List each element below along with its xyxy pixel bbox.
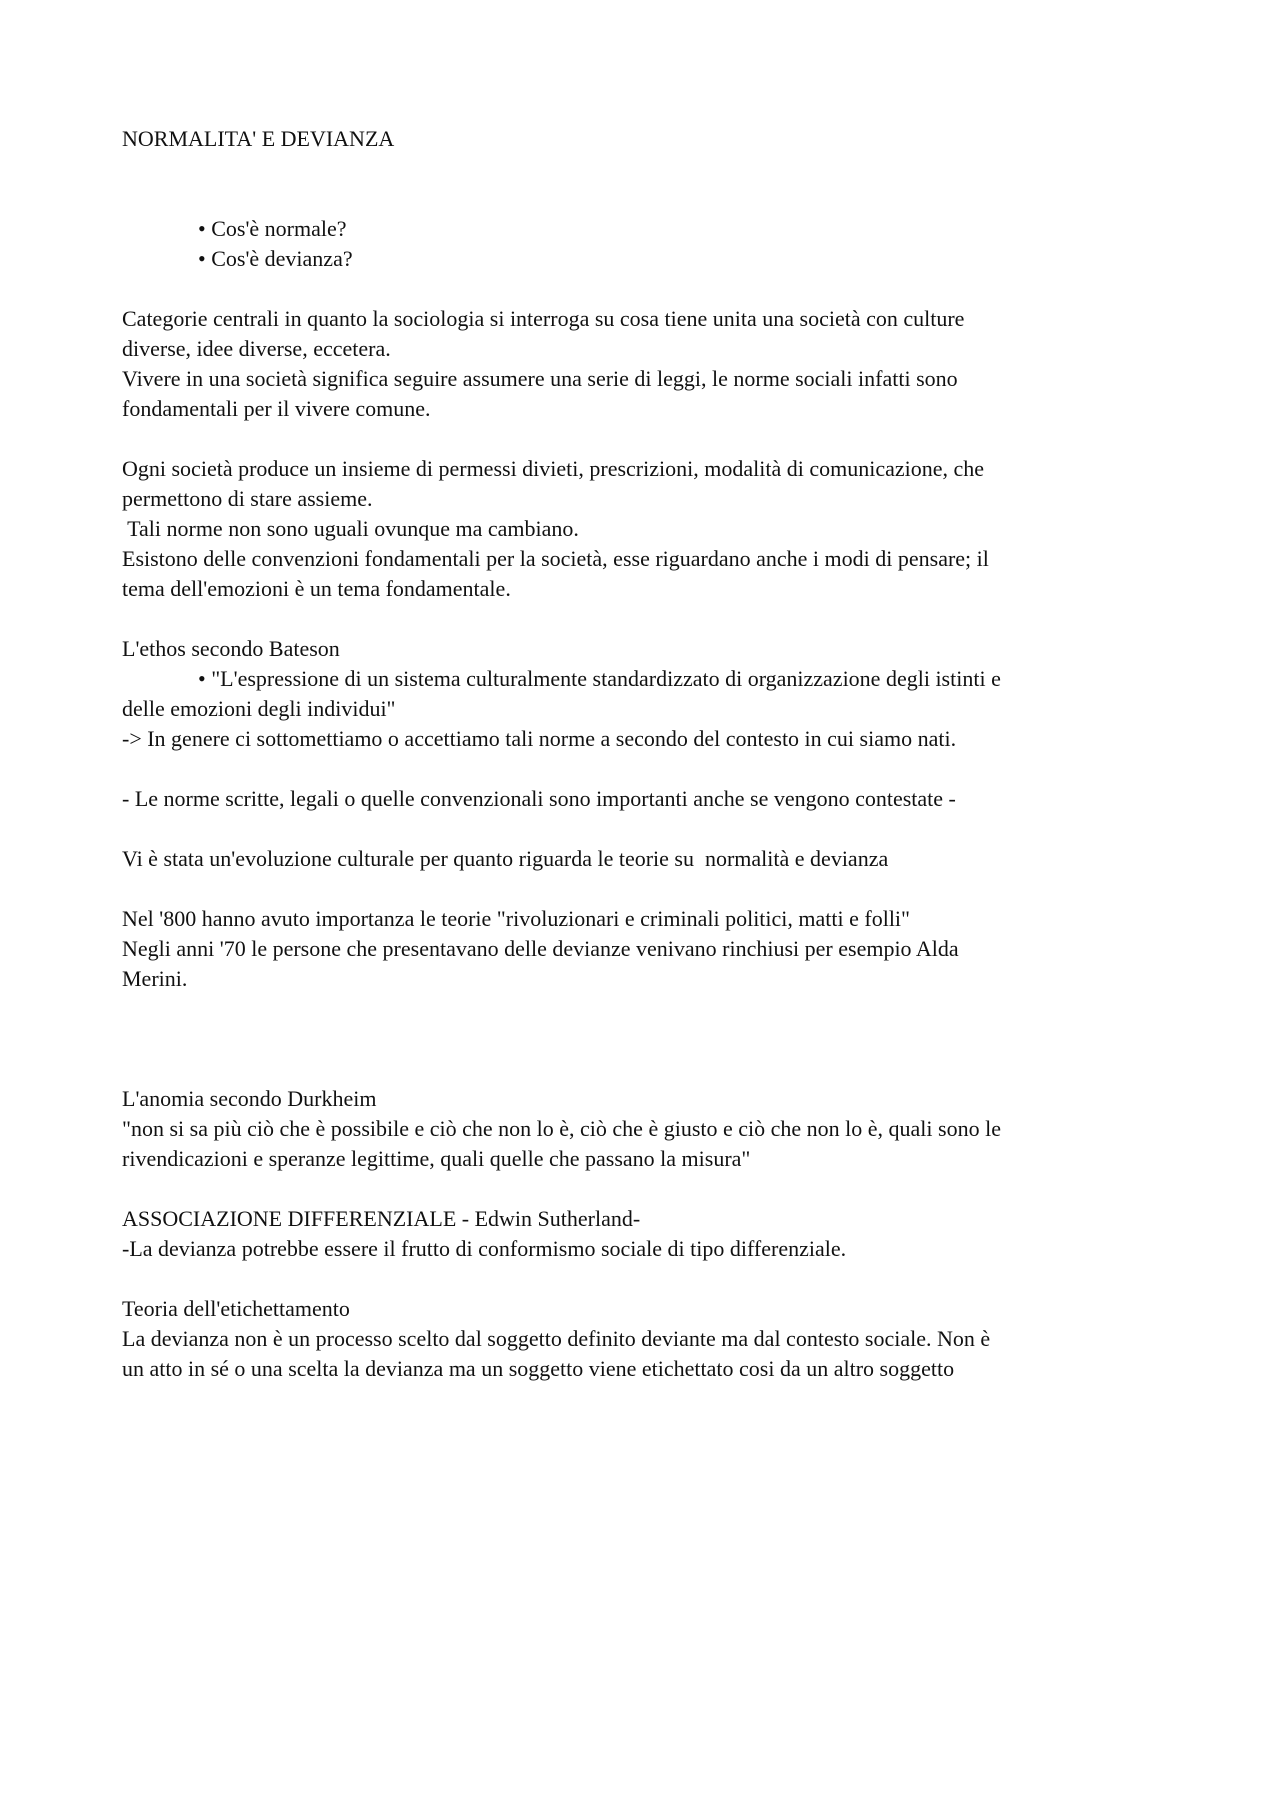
spacer	[122, 874, 1172, 904]
etichettamento-line: La devianza non è un processo scelto dal soggetto definito deviante ma dal contesto sociale. Non è	[122, 1326, 991, 1351]
ethos-note: -> In genere ci sottomettiamo o accettiamo tali norme a secondo del contesto in cui siamo nati.	[122, 726, 957, 751]
paragraph-line: Categorie centrali in quanto la sociologia si interroga su cosa tiene unita una società con culture	[122, 306, 965, 331]
paragraph-line: tema dell'emozioni è un tema fondamentale.	[122, 576, 511, 601]
paragraph-line: Esistono delle convenzioni fondamentali per la società, esse riguardano anche i modi di pensare; il	[122, 546, 989, 571]
document-body	[122, 124, 1172, 1384]
paragraph-line: Ogni società produce un insieme di permessi divieti, prescrizioni, modalità di comunicazione, che	[122, 456, 985, 481]
spacer	[122, 424, 1172, 454]
spacer	[122, 1264, 1172, 1294]
etichettamento-line: un atto in sé o una scelta la devianza ma un soggetto viene etichettato cosi da un altro soggetto	[122, 1356, 955, 1381]
paragraph-line: permettono di stare assieme.	[122, 486, 373, 511]
spacer	[122, 814, 1172, 844]
norme-line: - Le norme scritte, legali o quelle convenzionali sono importanti anche se vengono contestate -	[122, 786, 956, 811]
question-item: • Cos'è devianza?	[198, 246, 353, 271]
spacer	[122, 154, 1172, 214]
paragraph-line: diverse, idee diverse, eccetera.	[122, 336, 391, 361]
anomia-quote-line: "non si sa più ciò che è possibile e ciò che non lo è, ciò che è giusto e ciò che non lo è, quali sono le	[122, 1116, 1001, 1141]
evoluzione-line: Vi è stata un'evoluzione culturale per quanto riguarda le teorie su normalità e devianza	[122, 846, 889, 871]
spacer	[122, 604, 1172, 634]
section-heading-etichettamento: Teoria dell'etichettamento	[122, 1296, 350, 1321]
associazione-line: -La devianza potrebbe essere il frutto di conformismo sociale di tipo differenziale.	[122, 1236, 847, 1261]
history-line: Negli anni '70 le persone che presentavano delle devianze venivano rinchiusi per esempio Alda	[122, 936, 959, 961]
anomia-quote-line: rivendicazioni e speranze legittime, quali quelle che passano la misura"	[122, 1146, 751, 1171]
history-line: Nel '800 hanno avuto importanza le teorie "rivoluzionari e criminali politici, matti e folli"	[122, 906, 911, 931]
spacer	[122, 274, 1172, 304]
paragraph-line: Vivere in una società significa seguire assumere una serie di leggi, le norme sociali infatti sono	[122, 366, 958, 391]
document-title: NORMALITA' E DEVIANZA	[122, 126, 395, 151]
ethos-quote: • "L'espressione di un sistema culturalmente standardizzato di organizzazione degli istinti e	[198, 666, 1001, 691]
ethos-quote-continued: delle emozioni degli individui"	[122, 696, 396, 721]
paragraph-line: fondamentali per il vivere comune.	[122, 396, 431, 421]
section-heading-associazione: ASSOCIAZIONE DIFFERENZIALE - Edwin Sutherland-	[122, 1206, 641, 1231]
section-heading-anomia: L'anomia secondo Durkheim	[122, 1086, 377, 1111]
question-item: • Cos'è normale?	[198, 216, 347, 241]
history-line: Merini.	[122, 966, 188, 991]
spacer	[122, 1174, 1172, 1204]
section-heading-ethos: L'ethos secondo Bateson	[122, 636, 340, 661]
spacer	[122, 994, 1172, 1084]
paragraph-line: Tali norme non sono uguali ovunque ma cambiano.	[122, 516, 579, 541]
spacer	[122, 754, 1172, 784]
